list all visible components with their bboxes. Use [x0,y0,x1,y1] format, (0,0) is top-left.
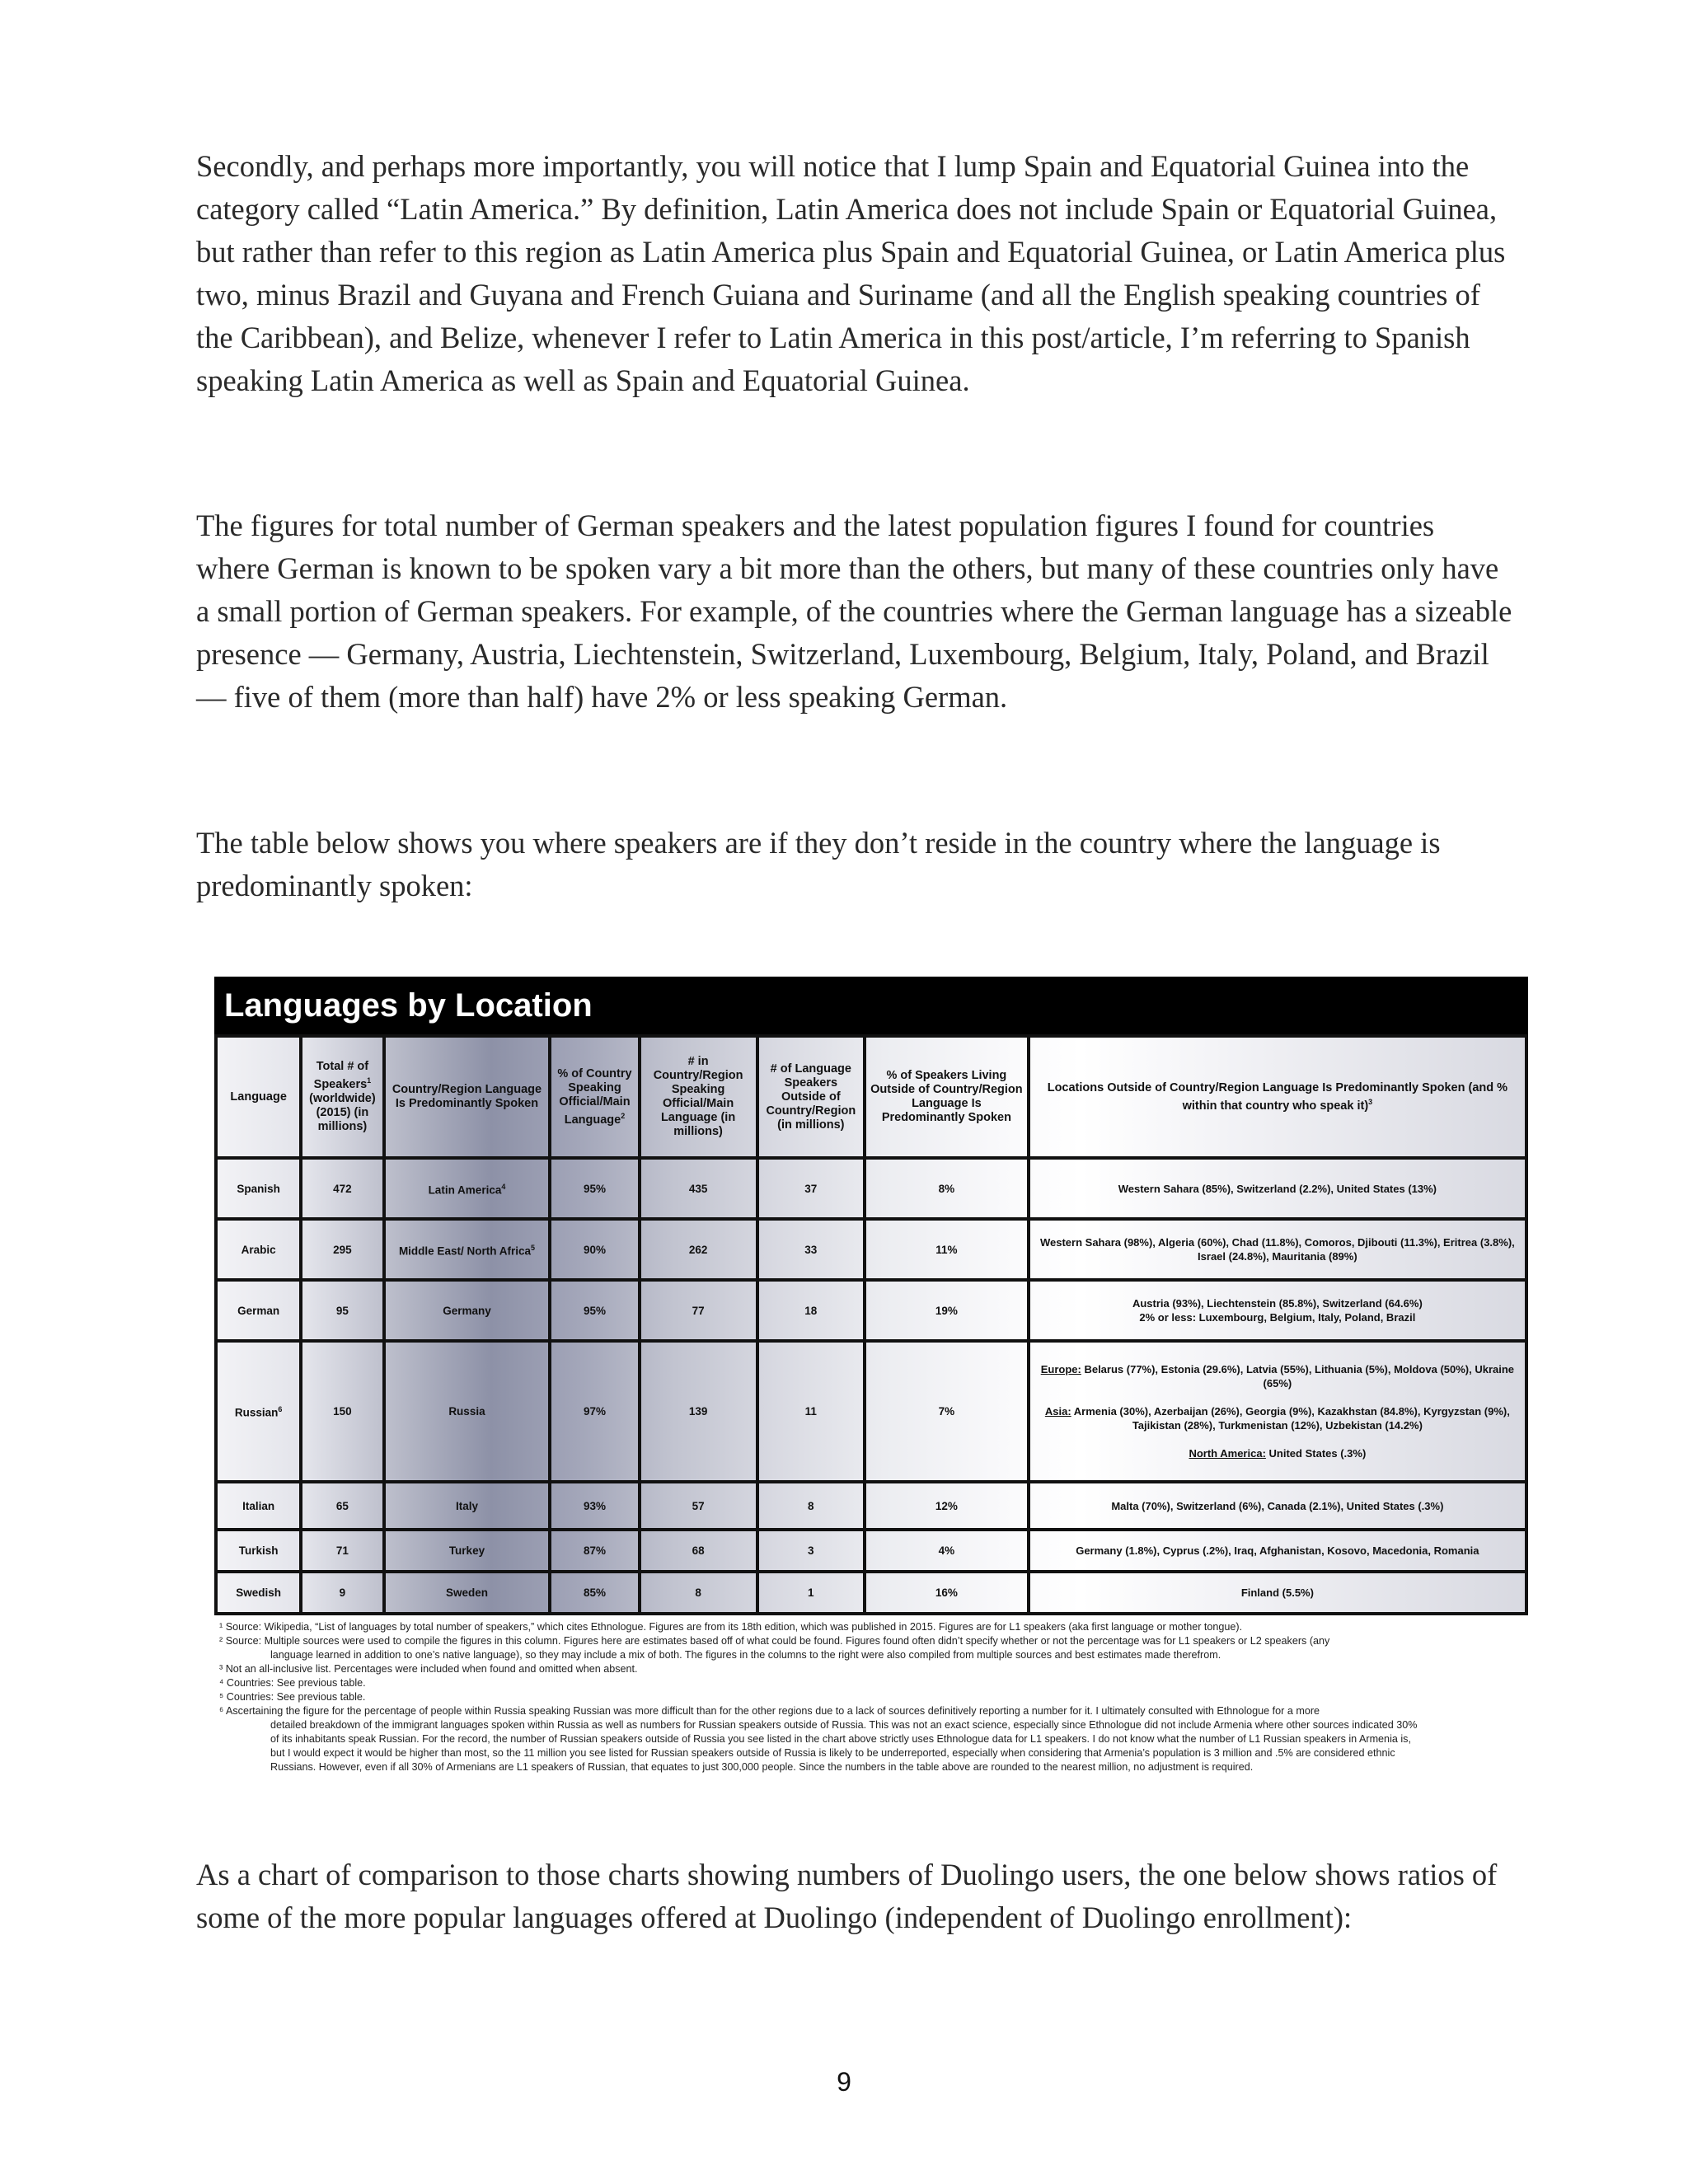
cell-pct-outside: 11% [865,1219,1029,1280]
cell-pct-official: 95% [550,1158,639,1219]
header-num-outside: # of Language Speakers Outside of Country/Region (in millions) [757,1036,865,1158]
cell-num-outside: 11 [757,1341,865,1482]
cell-num-in: 435 [640,1158,757,1219]
cell-pct-outside: 4% [865,1530,1029,1572]
cell-pct-official: 87% [550,1530,639,1572]
table-row [216,1341,1526,1482]
table-row [216,1482,1526,1530]
footnote: ³ Not an all-inclusive list. Percentages were included when found and omitted when absent. [219,1663,638,1675]
cell-total: 9 [301,1572,383,1614]
cell-locations [1029,1341,1526,1482]
cell-pct-outside: 8% [865,1158,1029,1219]
header-total: Total # of Speakers$^1$ (worldwide) (2015) (in millions) [301,1036,383,1158]
footnote: ⁴ Countries: See previous table. [219,1677,366,1689]
cell-locations: Austria (93%), Liechtenstein (85.8%), Switzerland (64.6%) 2% or less: Luxembourg, Belgium, Italy, Poland, Brazil [1029,1280,1526,1341]
figure-title: Languages by Location [214,977,1528,1034]
cell-total: 150 [301,1341,383,1482]
languages-table [214,1034,1528,1615]
cell-num-outside: 1 [757,1572,865,1614]
header-locations: Locations Outside of Country/Region Language Is Predominantly Spoken (and % within that country who speak it)$^3$ [1029,1036,1526,1158]
cell-region: Turkey [384,1530,551,1572]
table-header-row [216,1036,1526,1158]
cell-num-outside: 18 [757,1280,865,1341]
paragraph-latin-america: Secondly, and perhaps more importantly, you will notice that I lump Spain and Equatorial Guinea into the category called “Latin America.” By definition, Latin America does not include Spain or Equatorial Guinea, but rather than refer to this region as Latin America plus Spain and Equatorial Guinea, or Latin America plus two, minus Brazil and Guyana and French Guiana and Suriname (and all the English speaking countries of the Caribbean), and Belize, whenever I refer to Latin America in this post/article, I’m referring to Spanish speaking Latin America as well as Spain and Equatorial Guinea. [196,149,1506,397]
header-language: Language [216,1036,301,1158]
footnote-continued: of its inhabitants speak Russian. For the record, the number of Russian speakers outside of Russia you see listed in the chart above strictly uses Ethnologue data for L1 speakers. I do not know what the number of L1 Russian speakers in Armenia is, [270,1733,1411,1745]
cell-num-in: 77 [640,1280,757,1341]
paragraph-table-intro: The table below shows you where speakers are if they don’t reside in the country where the language is predominantly spoken: [196,826,1441,902]
cell-num-in: 139 [640,1341,757,1482]
cell-locations: Western Sahara (85%), Switzerland (2.2%), United States (13%) [1029,1158,1526,1219]
cell-total: 71 [301,1530,383,1572]
footnote-continued: detailed breakdown of the immigrant languages spoken within Russia as well as numbers for Russian speakers outside of Russia. This was not an exact science, especially since Ethnologue did not include Armenia where other sources indicated 30% [270,1719,1418,1731]
table-row [216,1530,1526,1572]
table-row [216,1572,1526,1614]
cell-pct-outside: 12% [865,1482,1029,1530]
cell-locations: Malta (70%), Switzerland (6%), Canada (2.1%), United States (.3%) [1029,1482,1526,1530]
cell-pct-outside: 7% [865,1341,1029,1482]
table-row [216,1280,1526,1341]
cell-region: Germany [384,1280,551,1341]
cell-num-outside: 8 [757,1482,865,1530]
cell-language: Russian$^6$ [216,1341,301,1482]
languages-by-location-figure [214,977,1528,1774]
paragraph-duolingo-comparison: As a chart of comparison to those charts showing numbers of Duolingo users, the one below shows ratios of some of the more popular languages offered at Duolingo (independent of Duolingo enrollment): [196,1858,1498,1934]
cell-pct-official: 90% [550,1219,639,1280]
cell-region: Italy [384,1482,551,1530]
cell-region: Middle East/ North Africa$^5$ [384,1219,551,1280]
footnote: ⁵ Countries: See previous table. [219,1691,366,1703]
cell-pct-official: 97% [550,1341,639,1482]
cell-language: Swedish [216,1572,301,1614]
locations-europe: Europe: Belarus (77%), Estonia (29.6%), Latvia (55%), Lithuania (5%), Moldova (50%), Ukraine (65%) [1040,1363,1515,1390]
cell-total: 295 [301,1219,383,1280]
cell-pct-official: 93% [550,1482,639,1530]
cell-pct-outside: 19% [865,1280,1029,1341]
locations-north-america: North America: United States (.3%) [1189,1447,1367,1460]
footnote-continued: but I would expect it would be higher than most, so the 11 million you see listed for Russian speakers outside of Russia is likely to be underreported, especially when considering that Armenia’s population is 3 million and .5% are considered ethnic [270,1747,1395,1759]
footnote: ¹ Source: Wikipedia, “List of languages by total number of speakers,” which cites Ethnologue. Figures are from its 18th edition, which was published in 2015. Figures are for L1 speakers (aka first language or mother tongue). [219,1621,1243,1633]
cell-total: 65 [301,1482,383,1530]
page-number: 9 [837,2067,851,2097]
cell-language: Italian [216,1482,301,1530]
footnote: ⁶ Ascertaining the figure for the percentage of people within Russia speaking Russian was more difficult than for the other regions due to a lack of sources definitively reporting a number for it. I ultimately consulted with Ethnologue for a more [219,1705,1320,1717]
footnote: ² Source: Multiple sources were used to compile the figures in this column. Figures here are estimates based off of what could be found. Figures found often didn’t specify whether or not the percentage was for L1 speakers or L2 speakers (any [219,1635,1330,1647]
footnote-continued: language learned in addition to one’s native language), so they may include a mix of both. The figures in the columns to the right were also compiled from multiple sources and best estimates made therefrom. [270,1649,1221,1661]
cell-language: Turkish [216,1530,301,1572]
header-pct-outside: % of Speakers Living Outside of Country/Region Language Is Predominantly Spoken [865,1036,1029,1158]
cell-locations: Western Sahara (98%), Algeria (60%), Chad (11.8%), Comoros, Djibouti (11.3%), Eritrea (3.8%), Israel (24.8%), Mauritania (89%) [1029,1219,1526,1280]
paragraph-german-speakers: The figures for total number of German speakers and the latest population figures I found for countries where German is known to be spoken vary a bit more than the others, but many of these countries only have a small portion of German speakers. For example, of the countries where the German language has a sizeable presence — Germany, Austria, Liechtenstein, Switzerland, Luxembourg, Belgium, Italy, Poland, and Brazil — five of them (more than half) have 2% or less speaking German. [196,509,1512,714]
cell-language: German [216,1280,301,1341]
cell-locations: Germany (1.8%), Cyprus (.2%), Iraq, Afghanistan, Kosovo, Macedonia, Romania [1029,1530,1526,1572]
cell-locations: Finland (5.5%) [1029,1572,1526,1614]
cell-pct-outside: 16% [865,1572,1029,1614]
table-footnotes [214,1620,1528,1774]
footnote-continued: Russians. However, even if all 30% of Armenians are L1 speakers of Russian, that equates to just 300,000 people. Since the numbers in the table above are rounded to the nearest million, no adjustment is required. [270,1761,1254,1773]
cell-num-in: 68 [640,1530,757,1572]
header-pct-official: % of Country Speaking Official/Main Language$^2$ [550,1036,639,1158]
cell-num-in: 8 [640,1572,757,1614]
table-row [216,1158,1526,1219]
header-region: Country/Region Language Is Predominantly Spoken [384,1036,551,1158]
cell-pct-official: 95% [550,1280,639,1341]
cell-region: Sweden [384,1572,551,1614]
cell-num-outside: 3 [757,1530,865,1572]
cell-num-outside: 33 [757,1219,865,1280]
header-num-in: # in Country/Region Speaking Official/Main Language (in millions) [640,1036,757,1158]
cell-total: 472 [301,1158,383,1219]
cell-region: Russia [384,1341,551,1482]
cell-num-in: 262 [640,1219,757,1280]
locations-asia: Asia: Armenia (30%), Azerbaijan (26%), Georgia (9%), Kazakhstan (84.8%), Kyrgyzstan (9%), Tajikistan (28%), Turkmenistan (12%), Uzbekistan (14.2%) [1044,1405,1510,1432]
cell-total: 95 [301,1280,383,1341]
table-row [216,1219,1526,1280]
cell-language: Arabic [216,1219,301,1280]
cell-num-outside: 37 [757,1158,865,1219]
cell-pct-official: 85% [550,1572,639,1614]
cell-region: Latin America$^4$ [384,1158,551,1219]
cell-language: Spanish [216,1158,301,1219]
cell-num-in: 57 [640,1482,757,1530]
